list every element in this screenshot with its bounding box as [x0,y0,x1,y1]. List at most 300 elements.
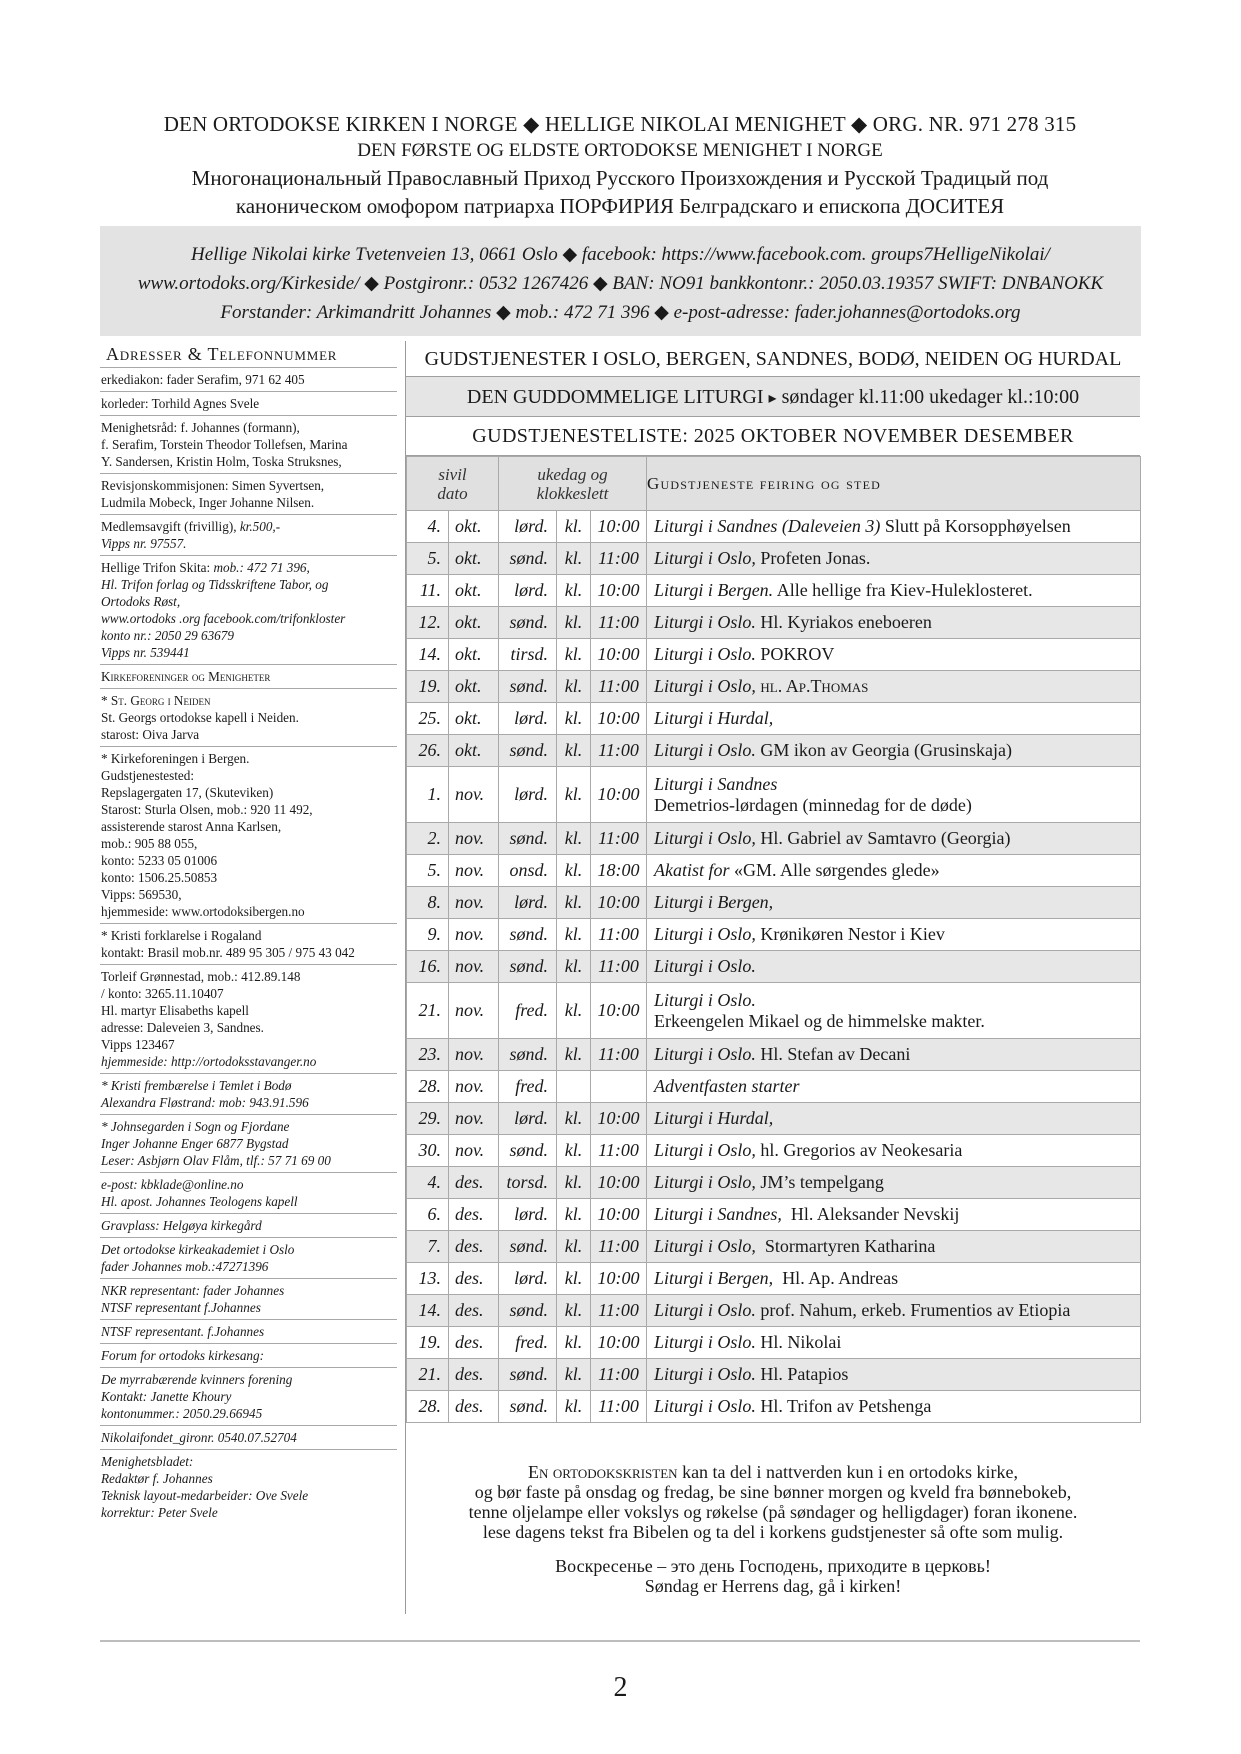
row-weekday: lørd. [499,887,557,919]
row-month: okt. [449,703,499,735]
row-feast: hl. Ap.Thomas [755,676,869,696]
row-day: 28. [407,1071,449,1103]
row-day: 25. [407,703,449,735]
row-liturgy-place: Liturgi i Hurdal, [654,708,774,728]
row-description [647,1391,1141,1423]
row-time: 11:00 [591,919,647,951]
col-header-date-line2: dato [437,483,468,503]
row-description [647,511,1141,543]
address-line: Menighetsråd: f. Johannes (formann), [101,420,300,435]
row-liturgy-place: Liturgi i Oslo. [654,1396,756,1416]
row-description [647,823,1141,855]
schedule-row [407,887,1141,919]
address-block [100,689,397,747]
row-feast: prof. Nahum, erkeb. Frumentios av Etiopia [755,1300,1071,1320]
row-weekday: sønd. [499,1391,557,1423]
row-feast-line2: Erkeengelen Mikael og de himmelske makter. [654,1010,985,1031]
schedule-row [407,543,1141,575]
address-line: Gudstjenestested: [101,768,195,783]
row-description [647,543,1141,575]
row-month: nov. [449,823,499,855]
row-month: okt. [449,575,499,607]
row-feast: hl. Gregorios av Neokesaria [755,1140,963,1160]
row-description [647,607,1141,639]
row-weekday: fred. [499,1071,557,1103]
row-kl: kl. [557,767,591,823]
address-line: Ludmila Mobeck, Inger Johanne Nilsen. [101,495,315,510]
membership-amount: kr.500,- [239,519,281,534]
row-feast: Hl. Nikolai [755,1332,842,1352]
row-description [647,983,1141,1039]
row-kl: kl. [557,1327,591,1359]
row-description [647,1359,1141,1391]
row-time: 10:00 [591,767,647,823]
row-weekday: sønd. [499,1135,557,1167]
address-line: Revisjonskommisjonen: Simen Syvertsen, [101,478,325,493]
row-kl: kl. [557,735,591,767]
row-description [647,735,1141,767]
row-description [647,703,1141,735]
row-weekday: sønd. [499,543,557,575]
row-kl: kl. [557,1359,591,1391]
row-feast: Stormartyren Katharina [755,1236,936,1256]
note-line: tenne oljelampe eller vokslys og røkelse (på søndager og helligdager) foran ikonene. [468,1502,1078,1522]
address-block [100,556,397,665]
row-liturgy-place: Akatist for [654,860,730,880]
row-time: 11:00 [591,823,647,855]
row-weekday: sønd. [499,823,557,855]
schedule-body [407,457,1141,1423]
row-day: 2. [407,823,449,855]
address-line: f. Serafim, Torstein Theodor Tollefsen, Marina [101,437,348,452]
row-kl: kl. [557,639,591,671]
schedule-row [407,1199,1141,1231]
address-line [101,518,397,535]
row-weekday: sønd. [499,607,557,639]
address-block [100,1450,397,1524]
row-weekday: sønd. [499,735,557,767]
row-feast: Alle hellige fra Kiev-Huleklosteret. [773,580,1033,600]
row-kl: kl. [557,1295,591,1327]
header-org-line: DEN ORTODOKSE KIRKEN I NORGE ◆ HELLIGE NIKOLAI MENIGHET ◆ ORG. NR. 971 278 315 [163,112,1077,136]
row-time: 10:00 [591,1167,647,1199]
address-line: Gravplass: Helgøya kirkegård [101,1218,262,1233]
row-liturgy-place: Liturgi i Oslo, [654,1172,756,1192]
addresses-title: Adresser & Telefonnummer [100,346,397,368]
row-weekday: tirsd. [499,639,557,671]
row-description [647,1263,1141,1295]
row-month: des. [449,1199,499,1231]
row-day: 4. [407,511,449,543]
address-block [100,1173,397,1214]
row-liturgy-place: Liturgi i Oslo, [654,548,756,568]
schedule-row [407,1263,1141,1295]
schedule-row [407,1039,1141,1071]
address-line: konto: 1506.25.50853 [101,870,218,885]
header-russian-line-2: каноническом омофором патриарха ПОРФИРИЯ Белградскаго и епископа ДОСИТЕЯ [235,194,1005,218]
row-description [647,1167,1141,1199]
row-description [647,639,1141,671]
row-month: des. [449,1231,499,1263]
row-description [647,1295,1141,1327]
address-line: Hl. Trifon forlag og Tidsskriftene Tabor, og [101,577,329,592]
row-kl: kl. [557,1199,591,1231]
row-day: 1. [407,767,449,823]
address-line: Det ortodokse kirkeakademiet i Oslo [101,1242,295,1257]
row-weekday: lørd. [499,1263,557,1295]
row-feast: Hl. Patapios [755,1364,849,1384]
row-time: 11:00 [591,1135,647,1167]
row-liturgy-place: Liturgi i Bergen. [654,580,774,600]
row-kl: kl. [557,1391,591,1423]
row-time: 11:00 [591,735,647,767]
address-line [101,559,397,576]
row-weekday: lørd. [499,1199,557,1231]
row-kl: kl. [557,703,591,735]
row-weekday: lørd. [499,511,557,543]
row-description [647,767,1141,823]
service-list-heading: GUDSTJENESTELISTE: 2025 OKTOBER NOVEMBER DESEMBER [406,417,1140,456]
schedule-row [407,511,1141,543]
row-weekday: torsd. [499,1167,557,1199]
address-line: Repslagergaten 17, (Skuteviken) [101,785,274,800]
row-weekday: sønd. [499,1359,557,1391]
address-line: starost: Oiva Jarva [101,727,200,742]
address-line: hjemmeside: http://ortodoksstavanger.no [101,1054,317,1069]
row-liturgy-place: Liturgi i Hurdal, [654,1108,774,1128]
services-locations-heading: GUDSTJENESTER I OSLO, BERGEN, SANDNES, BODØ, NEIDEN OG HURDAL [406,341,1140,377]
row-day: 14. [407,1295,449,1327]
row-day: 14. [407,639,449,671]
schedule-row [407,951,1141,983]
address-line: Menighetsbladet: [101,1454,194,1469]
row-liturgy-place: Liturgi i Oslo. [654,1044,756,1064]
note-emphasis: En ortodokskristen [528,1462,678,1482]
row-weekday: sønd. [499,1039,557,1071]
row-description [647,1039,1141,1071]
note-text: kan ta del i nattverden kun i en ortodoks kirke, [677,1462,1018,1482]
row-kl: kl. [557,1231,591,1263]
row-liturgy-place: Liturgi i Oslo. [654,612,756,632]
row-liturgy-place: Liturgi i Bergen, [654,1268,774,1288]
row-weekday: lørd. [499,1103,557,1135]
address-block [100,1344,397,1368]
row-time: 11:00 [591,1231,647,1263]
schedule-row [407,1295,1141,1327]
schedule-header-row [407,457,1141,511]
schedule-row [407,767,1141,823]
row-day: 5. [407,855,449,887]
row-weekday: sønd. [499,951,557,983]
row-feast: Hl. Aleksander Nevskij [781,1204,960,1224]
address-block [100,1074,397,1115]
address-block [100,747,397,924]
row-day: 9. [407,919,449,951]
row-day: 23. [407,1039,449,1071]
row-kl: kl. [557,983,591,1039]
row-time: 11:00 [591,1295,647,1327]
address-block [100,368,397,392]
row-weekday: lørd. [499,575,557,607]
address-line: Nikolaifondet_gironr. 0540.07.52704 [101,1430,297,1445]
row-feast-line2: Demetrios-lørdagen (minnedag for de døde) [654,794,972,815]
row-liturgy-place: Liturgi i Oslo. [654,644,756,664]
schedule-row [407,919,1141,951]
membership-label: Medlemsavgift (frivillig), [101,519,237,534]
row-description [647,855,1141,887]
address-line: Forum for ortodoks kirkesang: [101,1348,264,1363]
col-header-date-line1: sivil [438,464,467,484]
row-liturgy-place: Liturgi i Oslo, [654,1140,756,1160]
row-day: 13. [407,1263,449,1295]
row-month: nov. [449,1135,499,1167]
col-header-weekday-line2: klokkeslett [536,483,609,503]
row-kl: kl. [557,1167,591,1199]
row-feast: Hl. Gabriel av Samtavro (Georgia) [755,828,1011,848]
row-feast: JM’s tempelgang [755,1172,884,1192]
address-line: konto nr.: 2050 29 63679 [101,628,234,643]
schedule-row [407,671,1141,703]
skita-label: Hellige Trifon Skita: [101,560,211,575]
row-weekday: lørd. [499,767,557,823]
address-line: Kontakt: Janette Khoury [101,1389,232,1404]
schedule-row [407,1071,1141,1103]
col-header-date [407,457,499,511]
row-weekday: onsd. [499,855,557,887]
schedule-row [407,1231,1141,1263]
address-line: korleder: Torhild Agnes Svele [101,396,260,411]
header-subtitle: DEN FØRSTE OG ELDSTE ORTODOKSE MENIGHET I NORGE [357,140,883,161]
row-kl: kl. [557,1263,591,1295]
address-line: e-post: kbklade@online.no [101,1177,244,1192]
note-line [406,1462,1140,1482]
col-header-weekday [499,457,647,511]
row-month: des. [449,1295,499,1327]
address-block [100,1115,397,1173]
address-line: Vipps: 569530, [101,887,182,902]
info-address-facebook: Hellige Nikolai kirke Tvetenveien 13, 0661 Oslo ◆ facebook: https://www.facebook.com. groups7HelligeNikolai/ [191,244,1050,265]
liturgy-times: søndager kl.11:00 ukedager kl.:10:00 [781,386,1080,408]
contact-info-box [100,226,1141,336]
row-day: 19. [407,1327,449,1359]
address-line: NTSF representant f.Johannes [101,1300,261,1315]
schedule-row [407,575,1141,607]
row-description [647,919,1141,951]
address-line: Hl. apost. Johannes Teologens kapell [101,1194,298,1209]
arrow-right-icon: ▸ [768,390,777,407]
info-bank: www.ortodoks.org/Kirkeside/ ◆ Postgironr.: 0532 1267426 ◆ BAN: NO91 bankkontonr.: 2050.03.19357 SWIFT: DNBANOKK [137,273,1104,294]
schedule-row [407,855,1141,887]
row-month: nov. [449,887,499,919]
row-day: 30. [407,1135,449,1167]
row-day: 11. [407,575,449,607]
row-month: okt. [449,543,499,575]
address-line: * St. Georg i Neiden [101,693,211,708]
row-kl: kl. [557,951,591,983]
row-liturgy-place: Liturgi i Oslo. [654,740,756,760]
address-line: Torleif Grønnestad, mob.: 412.89.148 [101,969,301,984]
row-liturgy-place: Liturgi i Bergen, [654,892,774,912]
row-liturgy-place: Adventfasten starter [654,1076,800,1096]
row-month: des. [449,1167,499,1199]
row-kl: kl. [557,887,591,919]
row-time: 10:00 [591,703,647,735]
row-day: 29. [407,1103,449,1135]
row-weekday: fred. [499,983,557,1039]
address-block [100,515,397,556]
address-line: De myrrabærende kvinners forening [101,1372,293,1387]
address-line: Teknisk layout-medarbeider: Ove Svele [101,1488,309,1503]
row-day: 26. [407,735,449,767]
row-day: 28. [407,1391,449,1423]
row-liturgy-place: Liturgi i Oslo. [654,989,756,1010]
address-block [100,1320,397,1344]
schedule-row [407,1167,1141,1199]
address-block [100,924,397,965]
row-description [647,887,1141,919]
row-month: nov. [449,855,499,887]
note-line: lese dagens tekst fra Bibelen og ta del i korkens gudstjenester så ofte som mulig. [482,1522,1064,1542]
row-time: 11:00 [591,1391,647,1423]
address-line: adresse: Daleveien 3, Sandnes. [101,1020,264,1035]
note-russian-line: Воскресенье – это день Господень, приходите в церковь! [555,1556,991,1576]
row-month: nov. [449,951,499,983]
note-norwegian-line: Søndag er Herrens dag, gå i kirken! [644,1576,902,1596]
row-weekday: sønd. [499,1295,557,1327]
address-line: NKR representant: fader Johannes [101,1283,285,1298]
address-line: kontonummer.: 2050.29.66945 [101,1406,263,1421]
row-description [647,1231,1141,1263]
bottom-rule [100,1640,1140,1642]
row-month: nov. [449,983,499,1039]
address-line: * Johnsegarden i Sogn og Fjordane [101,1119,290,1134]
row-feast: Profeten Jonas. [755,548,871,568]
schedule-row [407,1135,1141,1167]
row-day: 8. [407,887,449,919]
page-number: 2 [613,1672,628,1703]
row-description [647,951,1141,983]
row-weekday: fred. [499,1327,557,1359]
row-day: 12. [407,607,449,639]
row-kl: kl. [557,543,591,575]
row-month: nov. [449,1071,499,1103]
schedule-row [407,1103,1141,1135]
row-time: 10:00 [591,639,647,671]
address-line: Vipps nr. 539441 [101,645,190,660]
row-month: okt. [449,735,499,767]
note-line: og bør faste på onsdag og fredag, be sine bønner morgen og kveld fra bønnebokeb, [474,1482,1072,1502]
schedule-row [407,735,1141,767]
row-kl: kl. [557,823,591,855]
schedule-row [407,1359,1141,1391]
row-liturgy-place: Liturgi i Sandnes (Daleveien 3) [654,516,881,536]
address-block [100,474,397,515]
header-russian-line-1: Многонациональный Православный Приход Русского Произхождения и Русской Традицый под [191,166,1049,190]
col-header-description: Gudstjeneste feiring og sted [647,457,1141,511]
row-feast: GM ikon av Georgia (Grusinskaja) [755,740,1012,760]
row-liturgy-place: Liturgi i Oslo. [654,956,756,976]
address-line: NTSF representant. f.Johannes [101,1324,265,1339]
row-description [647,575,1141,607]
row-description [647,1135,1141,1167]
row-weekday: sønd. [499,919,557,951]
address-line: Vipps 123467 [101,1037,175,1052]
row-liturgy-place: Liturgi i Sandnes [654,773,778,794]
row-time: 11:00 [591,607,647,639]
address-line: * Kristi forklarelse i Rogaland [101,928,262,943]
row-time: 10:00 [591,511,647,543]
row-feast: Hl. Ap. Andreas [773,1268,899,1288]
row-month: des. [449,1263,499,1295]
schedule-column [406,341,1140,1423]
row-month: nov. [449,1039,499,1071]
address-block [100,1368,397,1426]
row-month: okt. [449,511,499,543]
address-line: St. Georgs ortodokse kapell i Neiden. [101,710,299,725]
row-time [591,1071,647,1103]
address-line: Leser: Asbjørn Olav Flåm, tlf.: 57 71 69 00 [101,1153,331,1168]
row-kl: kl. [557,1039,591,1071]
address-line: www.ortodoks .org facebook.com/trifonkloster [101,611,346,626]
address-line: kontakt: Brasil mob.nr. 489 95 305 / 975 43 042 [101,945,355,960]
row-kl: kl. [557,1103,591,1135]
row-description [647,1071,1141,1103]
row-month: nov. [449,1103,499,1135]
row-feast: Slutt på Korsopphøyelsen [880,516,1071,536]
row-day: 7. [407,1231,449,1263]
row-month: des. [449,1327,499,1359]
address-block [100,965,397,1074]
address-line: assisterende starost Anna Karlsen, [101,819,282,834]
row-time: 10:00 [591,1199,647,1231]
row-weekday: sønd. [499,1231,557,1263]
liturgy-times-heading [406,377,1140,417]
row-feast: Hl. Kyriakos eneboeren [755,612,932,632]
address-block [100,1238,397,1279]
row-kl [557,1071,591,1103]
row-kl: kl. [557,607,591,639]
row-time: 10:00 [591,1327,647,1359]
row-liturgy-place: Liturgi i Oslo. [654,1300,756,1320]
address-line: Inger Johanne Enger 6877 Bygstad [101,1136,289,1151]
address-line: fader Johannes mob.:47271396 [101,1259,269,1274]
row-month: nov. [449,767,499,823]
address-line: Hl. martyr Elisabeths kapell [101,1003,249,1018]
row-day: 16. [407,951,449,983]
row-feast: Hl. Trifon av Petshenga [755,1396,932,1416]
address-line: Y. Sandersen, Kristin Holm, Toska Struksnes, [101,454,342,469]
row-month: nov. [449,919,499,951]
row-description [647,1327,1141,1359]
row-time: 11:00 [591,671,647,703]
row-day: 21. [407,983,449,1039]
row-month: des. [449,1359,499,1391]
address-line: mob.: 905 88 055, [101,836,198,851]
row-time: 18:00 [591,855,647,887]
row-description [647,671,1141,703]
section-heading: Kirkeforeninger og Menigheter [101,669,271,684]
row-kl: kl. [557,855,591,887]
row-liturgy-place: Liturgi i Oslo, [654,828,756,848]
closing-notes [406,1462,1140,1596]
row-time: 11:00 [591,1359,647,1391]
liturgy-title: DEN GUDDOMMELIGE LITURGI [466,386,764,408]
row-weekday: sønd. [499,671,557,703]
row-month: okt. [449,607,499,639]
row-kl: kl. [557,1135,591,1167]
row-time: 10:00 [591,1103,647,1135]
schedule-row [407,1327,1141,1359]
